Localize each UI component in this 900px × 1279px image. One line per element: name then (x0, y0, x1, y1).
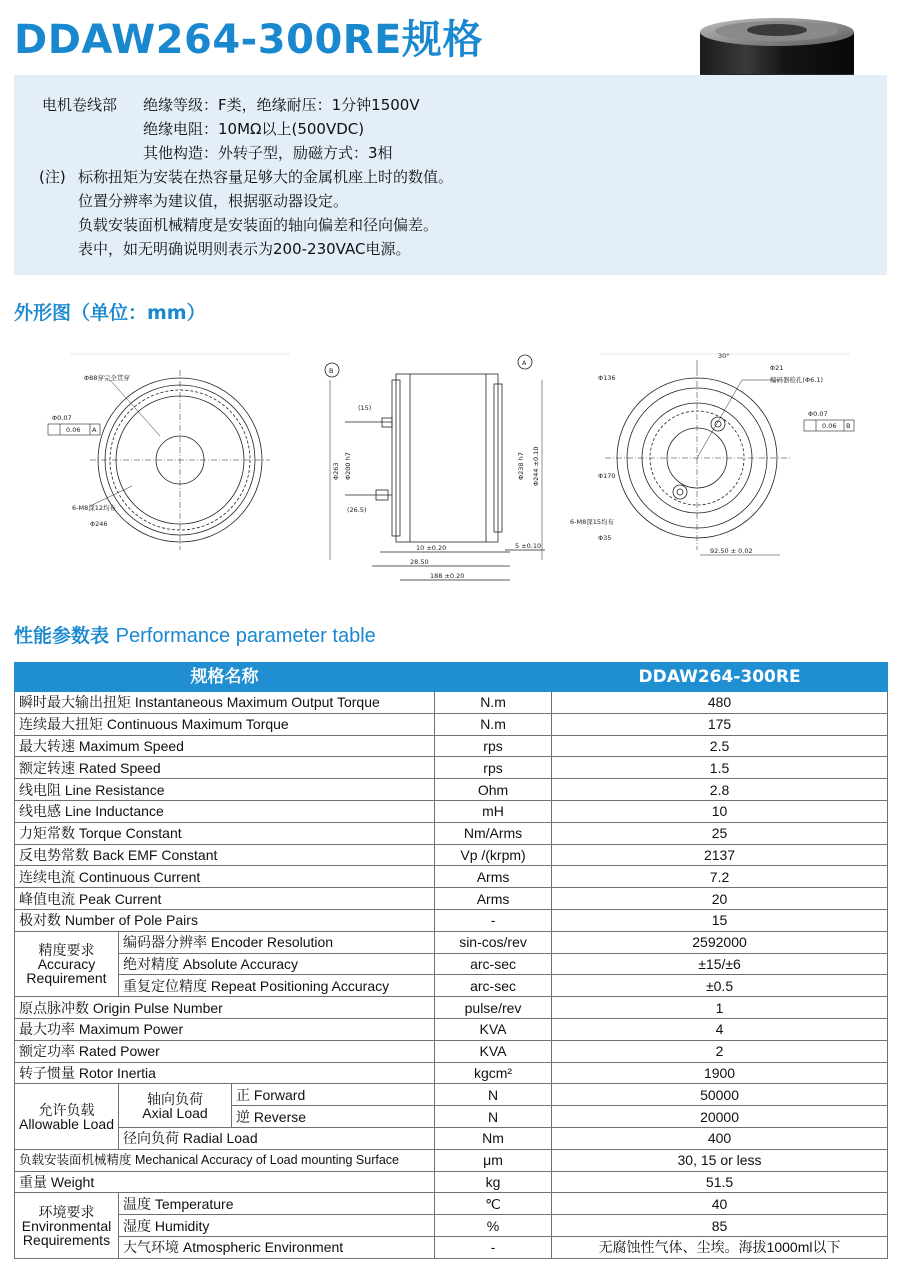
front-tol2-label: 0.06 (66, 426, 81, 434)
table-row (15, 735, 888, 757)
param-name: 负载安装面机械精度 Mechanical Accuracy of Load mounting Surface (15, 1149, 435, 1171)
outline-drawings (0, 340, 900, 590)
param-value: ±0.5 (552, 975, 888, 997)
spec-winding-label: 电机卷线部 (42, 96, 118, 114)
side-d1-label: Φ263 (332, 462, 340, 480)
side-ref-b-label: B (329, 367, 334, 375)
param-value: 400 (552, 1127, 888, 1149)
param-unit: KVA (435, 1018, 552, 1040)
param-unit: Nm/Arms (435, 822, 552, 844)
param-value: 20 (552, 888, 888, 910)
front-view-drawing (48, 370, 270, 550)
table-row (15, 997, 888, 1019)
header-model: DDAW264-300RE (552, 663, 888, 692)
param-value: 25 (552, 822, 888, 844)
param-value: 2 (552, 1040, 888, 1062)
param-name: 额定转速 Rated Speed (15, 757, 435, 779)
table-row (15, 844, 888, 866)
back-d1-label: Φ21 (770, 364, 784, 372)
outline-section-title: 外形图（单位：mm） (14, 302, 206, 324)
param-value: 20000 (552, 1106, 888, 1128)
param-name: 线电感 Line Inductance (15, 800, 435, 822)
param-unit: pulse/rev (435, 997, 552, 1019)
back-angle-label: 30° (718, 352, 730, 360)
performance-title-cn: 性能参数表 (14, 625, 110, 647)
back-view-drawing (605, 360, 854, 555)
back-hole-label: 编码器检孔(Φ6.1) (770, 376, 824, 384)
header-spec-name: 规格名称 (15, 663, 435, 692)
table-row (15, 1236, 888, 1258)
param-value: 10 (552, 800, 888, 822)
table-row (15, 713, 888, 735)
param-unit: - (435, 909, 552, 931)
param-unit: N.m (435, 692, 552, 714)
performance-title-en: Performance parameter table (115, 625, 376, 647)
table-row (15, 1040, 888, 1062)
table-row (15, 692, 888, 714)
param-unit: sin-cos/rev (435, 931, 552, 953)
spec-note-2: 位置分辨率为建议值，根据驱动器设定。 (78, 192, 349, 210)
param-unit: kg (435, 1171, 552, 1193)
table-row (15, 1062, 888, 1084)
param-value: 2592000 (552, 931, 888, 953)
table-row (15, 1084, 888, 1106)
param-unit: N (435, 1084, 552, 1106)
param-unit: ℃ (435, 1193, 552, 1215)
param-unit: rps (435, 757, 552, 779)
param-name: 额定功率 Rated Power (15, 1040, 435, 1062)
side-d2-label: Φ200 h7 (344, 452, 352, 480)
front-d2-label: Φ246 (90, 520, 108, 528)
spec-other-structure: 其他构造：外转子型，励磁方式：3相 (143, 144, 393, 162)
param-unit: KVA (435, 1040, 552, 1062)
param-name: 湿度 Humidity (119, 1215, 435, 1237)
param-name: 编码器分辨率 Encoder Resolution (119, 931, 435, 953)
side-dim1-label: (15) (358, 404, 372, 412)
param-value: 2.8 (552, 779, 888, 801)
spec-note-3: 负载安装面机械精度是安装面的轴向偏差和径向偏差。 (78, 216, 439, 234)
performance-section-title (14, 621, 376, 648)
param-unit: Vp /(krpm) (435, 844, 552, 866)
param-unit: arc-sec (435, 953, 552, 975)
table-row (15, 953, 888, 975)
side-d3-label: Φ238 h7 (517, 452, 525, 480)
param-unit: Ohm (435, 779, 552, 801)
table-row (15, 779, 888, 801)
side-dim2-label: (26.5) (347, 506, 367, 514)
param-value: 30, 15 or less (552, 1149, 888, 1171)
param-value: 2137 (552, 844, 888, 866)
back-d2-label: Φ136 (598, 374, 616, 382)
back-d3-label: Φ170 (598, 472, 616, 480)
side-dim5-label: 188 ±0.20 (430, 572, 465, 580)
param-unit: Arms (435, 888, 552, 910)
spec-insulation-class: 绝缘等级：F类，绝缘耐压：1分钟1500V (143, 96, 420, 114)
table-row (15, 1018, 888, 1040)
param-name: 瞬时最大输出扭矩 Instantaneous Maximum Output Torque (15, 692, 435, 714)
param-unit: Nm (435, 1127, 552, 1149)
back-tol3-label: B (846, 422, 851, 430)
front-holes-label: 6-M8深12均布 (72, 504, 116, 512)
side-ref-a-label: A (522, 359, 527, 367)
back-d4-label: Φ35 (598, 534, 612, 542)
param-name: 逆 Reverse (232, 1106, 435, 1128)
param-value: ±15/±6 (552, 953, 888, 975)
table-row (15, 1193, 888, 1215)
page-title: DDAW264-300RE规格 (14, 17, 483, 63)
accuracy-group-label: 精度要求 Accuracy Requirement (15, 931, 119, 996)
param-name: 反电势常数 Back EMF Constant (15, 844, 435, 866)
param-unit: mH (435, 800, 552, 822)
spec-note-label: (注) (39, 168, 66, 186)
table-row (15, 931, 888, 953)
param-unit: μm (435, 1149, 552, 1171)
table-row (15, 909, 888, 931)
param-name: 重量 Weight (15, 1171, 435, 1193)
param-name: 力矩常数 Torque Constant (15, 822, 435, 844)
param-value: 40 (552, 1193, 888, 1215)
back-tol2-label: 0.06 (822, 422, 837, 430)
param-name: 原点脉冲数 Origin Pulse Number (15, 997, 435, 1019)
param-value: 480 (552, 692, 888, 714)
table-row (15, 822, 888, 844)
param-name: 正 Forward (232, 1084, 435, 1106)
param-value: 无腐蚀性气体、尘埃。海拔1000ml以下 (552, 1236, 888, 1258)
table-row (15, 1127, 888, 1149)
param-value: 7.2 (552, 866, 888, 888)
front-tol3-label: A (92, 426, 97, 434)
param-name: 大气环境 Atmospheric Environment (119, 1236, 435, 1258)
header-unit-cell (435, 663, 552, 692)
param-name: 峰值电流 Peak Current (15, 888, 435, 910)
param-name: 重复定位精度 Repeat Positioning Accuracy (119, 975, 435, 997)
param-name: 转子惯量 Rotor Inertia (15, 1062, 435, 1084)
load-group-label: 允许负载 Allowable Load (15, 1084, 119, 1149)
param-unit: N (435, 1106, 552, 1128)
performance-table (14, 662, 888, 1259)
param-name: 径向负荷 Radial Load (119, 1127, 435, 1149)
table-row (15, 888, 888, 910)
param-unit: arc-sec (435, 975, 552, 997)
param-value: 175 (552, 713, 888, 735)
param-unit: rps (435, 735, 552, 757)
param-unit: N.m (435, 713, 552, 735)
back-holes-label: 6-M8深15均布 (570, 518, 614, 526)
param-name: 最大转速 Maximum Speed (15, 735, 435, 757)
param-unit: kgcm² (435, 1062, 552, 1084)
param-value: 1900 (552, 1062, 888, 1084)
param-name: 极对数 Number of Pole Pairs (15, 909, 435, 931)
param-value: 15 (552, 909, 888, 931)
param-name: 绝对精度 Absolute Accuracy (119, 953, 435, 975)
environment-group-label: 环境要求 Environmental Requirements (15, 1193, 119, 1258)
param-value: 4 (552, 1018, 888, 1040)
param-name: 连续最大扭矩 Continuous Maximum Torque (15, 713, 435, 735)
param-unit: - (435, 1236, 552, 1258)
table-header-row (15, 663, 888, 692)
table-row (15, 1171, 888, 1193)
spec-note-4: 表中，如无明确说明则表示为200-230VAC电源。 (78, 240, 411, 258)
spec-insulation-resistance: 绝缘电阻：10MΩ以上(500VDC) (143, 120, 365, 138)
param-name: 温度 Temperature (119, 1193, 435, 1215)
table-row (15, 1215, 888, 1237)
side-dim6-label: 5 ±0.10 (515, 542, 542, 550)
param-value: 1.5 (552, 757, 888, 779)
param-unit: Arms (435, 866, 552, 888)
axial-load-label: 轴向负荷 Axial Load (119, 1084, 232, 1128)
front-d1-label: Φ88穿完全贯穿 (84, 374, 130, 382)
table-row (15, 975, 888, 997)
side-dim3-label: 10 ±0.20 (416, 544, 447, 552)
spec-note-1: 标称扭矩为安装在热容量足够大的金属机座上时的数值。 (78, 168, 454, 186)
param-value: 1 (552, 997, 888, 1019)
param-unit: % (435, 1215, 552, 1237)
param-name: 连续电流 Continuous Current (15, 866, 435, 888)
side-d4-label: Φ244 ±0.10 (532, 446, 540, 486)
back-dim-label: 92.50 ± 0.02 (710, 547, 753, 555)
param-name: 最大功率 Maximum Power (15, 1018, 435, 1040)
param-value: 2.5 (552, 735, 888, 757)
param-name: 线电阻 Line Resistance (15, 779, 435, 801)
table-row (15, 800, 888, 822)
param-value: 85 (552, 1215, 888, 1237)
param-value: 50000 (552, 1084, 888, 1106)
front-tol1-label: Φ0.07 (52, 414, 72, 422)
side-dim4-label: 28.50 (410, 558, 429, 566)
table-row (15, 757, 888, 779)
back-tol1-label: Φ0.07 (808, 410, 828, 418)
table-row (15, 1149, 888, 1171)
table-row (15, 866, 888, 888)
param-value: 51.5 (552, 1171, 888, 1193)
